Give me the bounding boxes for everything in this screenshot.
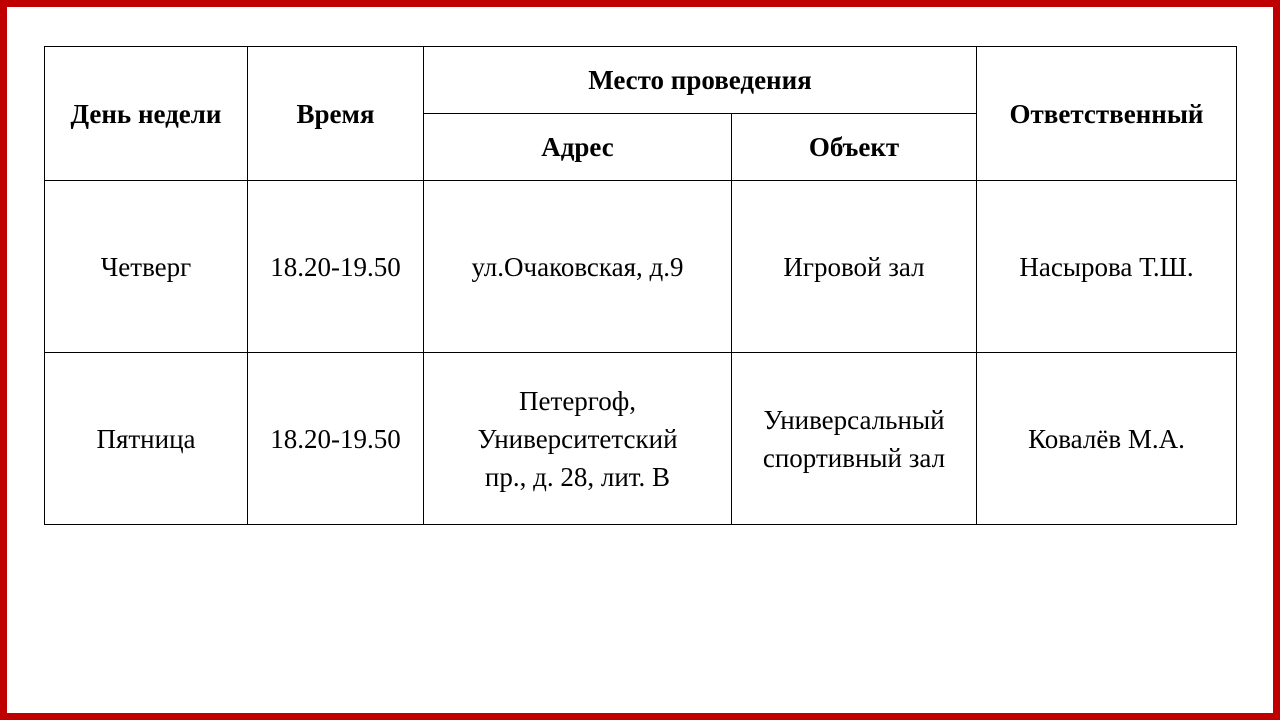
schedule-table [44,46,1237,525]
header-responsible: Ответственный [977,47,1237,181]
object-line: Игровой зал [783,251,925,282]
address-line: Петергоф, [519,385,636,416]
cell-object [732,181,977,353]
cell-responsible: Ковалёв М.А. [977,353,1237,525]
address-line: Университетский [477,423,678,454]
table-row [45,353,1237,525]
address-line: пр., д. 28, лит. В [484,461,671,492]
cell-day: Четверг [45,181,248,353]
header-venue: Место проведения [424,47,977,114]
cell-object [732,353,977,525]
cell-address [424,353,732,525]
header-time: Время [248,47,424,181]
cell-time: 18.20-19.50 [248,353,424,525]
table-row [45,181,1237,353]
header-row-top [45,47,1237,114]
header-address: Адрес [424,114,732,181]
object-line: Универсальный [763,404,945,435]
cell-address [424,181,732,353]
cell-time: 18.20-19.50 [248,181,424,353]
address-line: ул.Очаковская, д.9 [471,251,684,282]
object-line: спортивный зал [762,442,946,473]
cell-responsible: Насырова Т.Ш. [977,181,1237,353]
header-object: Объект [732,114,977,181]
cell-day: Пятница [45,353,248,525]
header-day: День недели [45,47,248,181]
